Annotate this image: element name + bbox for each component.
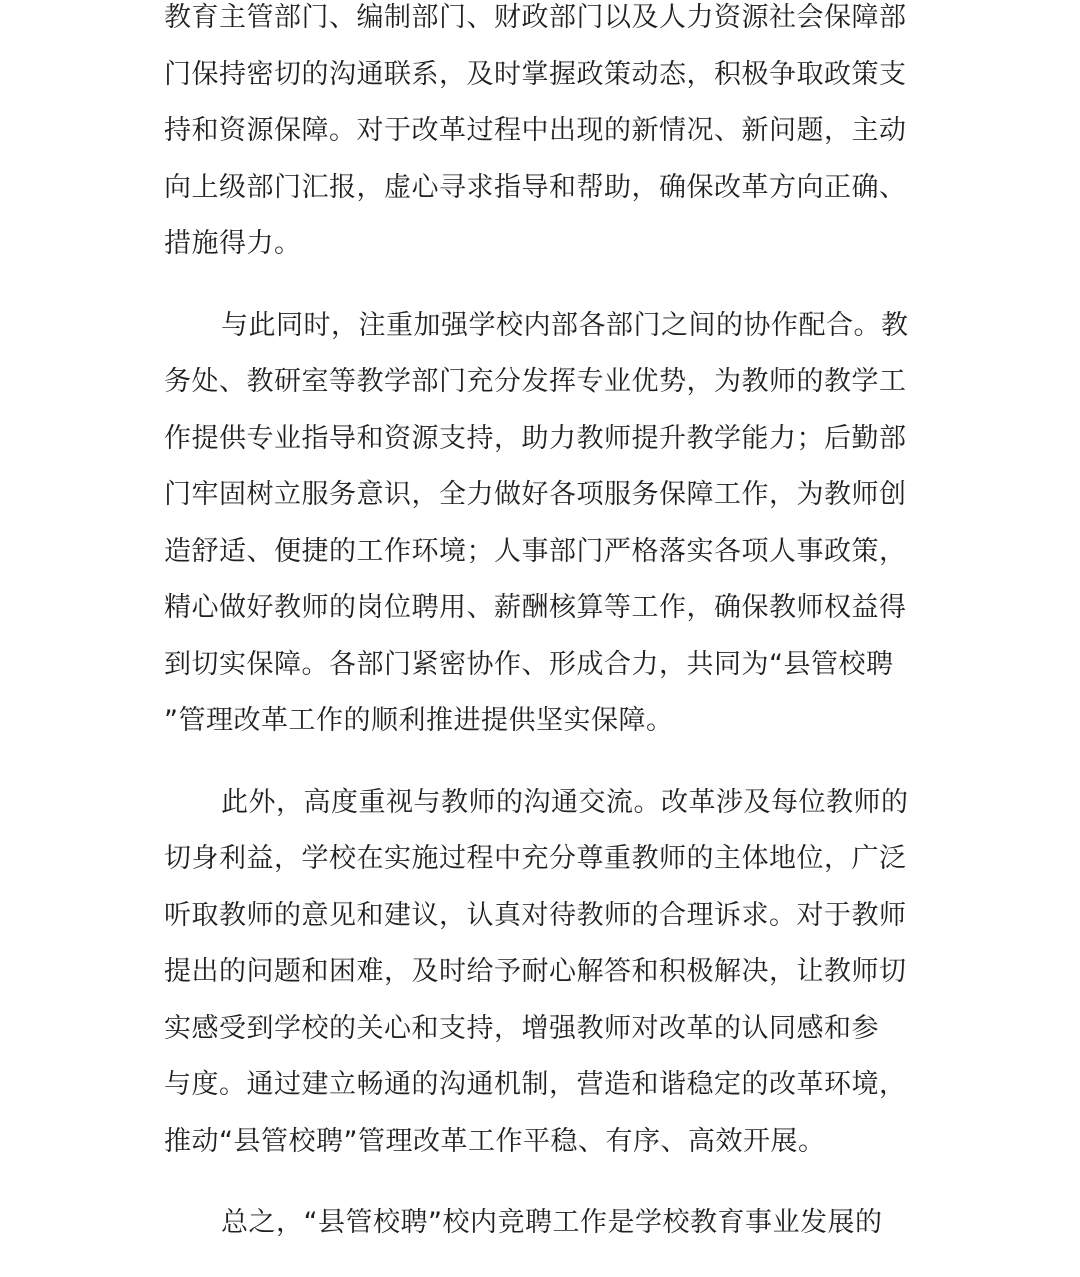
- paragraph-teacher-communication: [164, 775, 924, 1171]
- text-line: ”管理改革工作的顺利推进提供坚实保障。: [164, 705, 674, 736]
- text-line: 与此同时，注重加强学校内部各部门之间的协作配合。教: [221, 309, 909, 341]
- text-line: 务处、教研室等教学部门充分发挥专业优势，为教师的教学工: [164, 366, 907, 397]
- paragraph-internal-coordination: [164, 298, 924, 750]
- text-line: 提出的问题和困难，及时给予耐心解答和积极解决，让教师切: [164, 956, 907, 987]
- text-line: 门保持密切的沟通联系，及时掌握政策动态，积极争取政策支: [164, 58, 907, 90]
- paragraph-communication-with-authorities: [164, 0, 924, 273]
- text-line: 作提供专业指导和资源支持，助力教师提升教学能力；后勤部: [164, 422, 907, 454]
- text-line: 推动“县管校聘”管理改革工作平稳、有序、高效开展。: [164, 1125, 826, 1157]
- text-line: 此外，高度重视与教师的沟通交流。改革涉及每位教师的: [221, 786, 909, 818]
- text-line: 听取教师的意见和建议，认真对待教师的合理诉求。对于教师: [164, 899, 907, 931]
- text-line: 精心做好教师的岗位聘用、薪酬核算等工作，确保教师权益得: [164, 592, 907, 623]
- text-line: 教育主管部门、编制部门、财政部门以及人力资源社会保障部: [164, 2, 907, 33]
- text-line: 措施得力。: [164, 228, 302, 259]
- article-body: [164, 0, 924, 1277]
- text-line: 门牢固树立服务意识，全力做好各项服务保障工作，为教师创: [164, 479, 907, 510]
- text-line: 与度。通过建立畅通的沟通机制，营造和谐稳定的改革环境，: [164, 1069, 907, 1100]
- text-line: 持和资源保障。对于改革过程中出现的新情况、新问题，主动: [164, 115, 907, 146]
- text-line: 向上级部门汇报，虚心寻求指导和帮助，确保改革方向正确、: [164, 171, 907, 203]
- text-line: 到切实保障。各部门紧密协作、形成合力，共同为“县管校聘: [164, 648, 894, 680]
- text-line: 切身利益，学校在实施过程中充分尊重教师的主体地位，广泛: [164, 843, 907, 874]
- text-line: 造舒适、便捷的工作环境；人事部门严格落实各项人事政策，: [164, 535, 907, 567]
- text-line: 总之，“县管校聘”校内竞聘工作是学校教育事业发展的: [221, 1207, 883, 1238]
- paragraph-summary: [164, 1195, 924, 1252]
- text-line: 实感受到学校的关心和支持，增强教师对改革的认同感和参: [164, 1012, 879, 1044]
